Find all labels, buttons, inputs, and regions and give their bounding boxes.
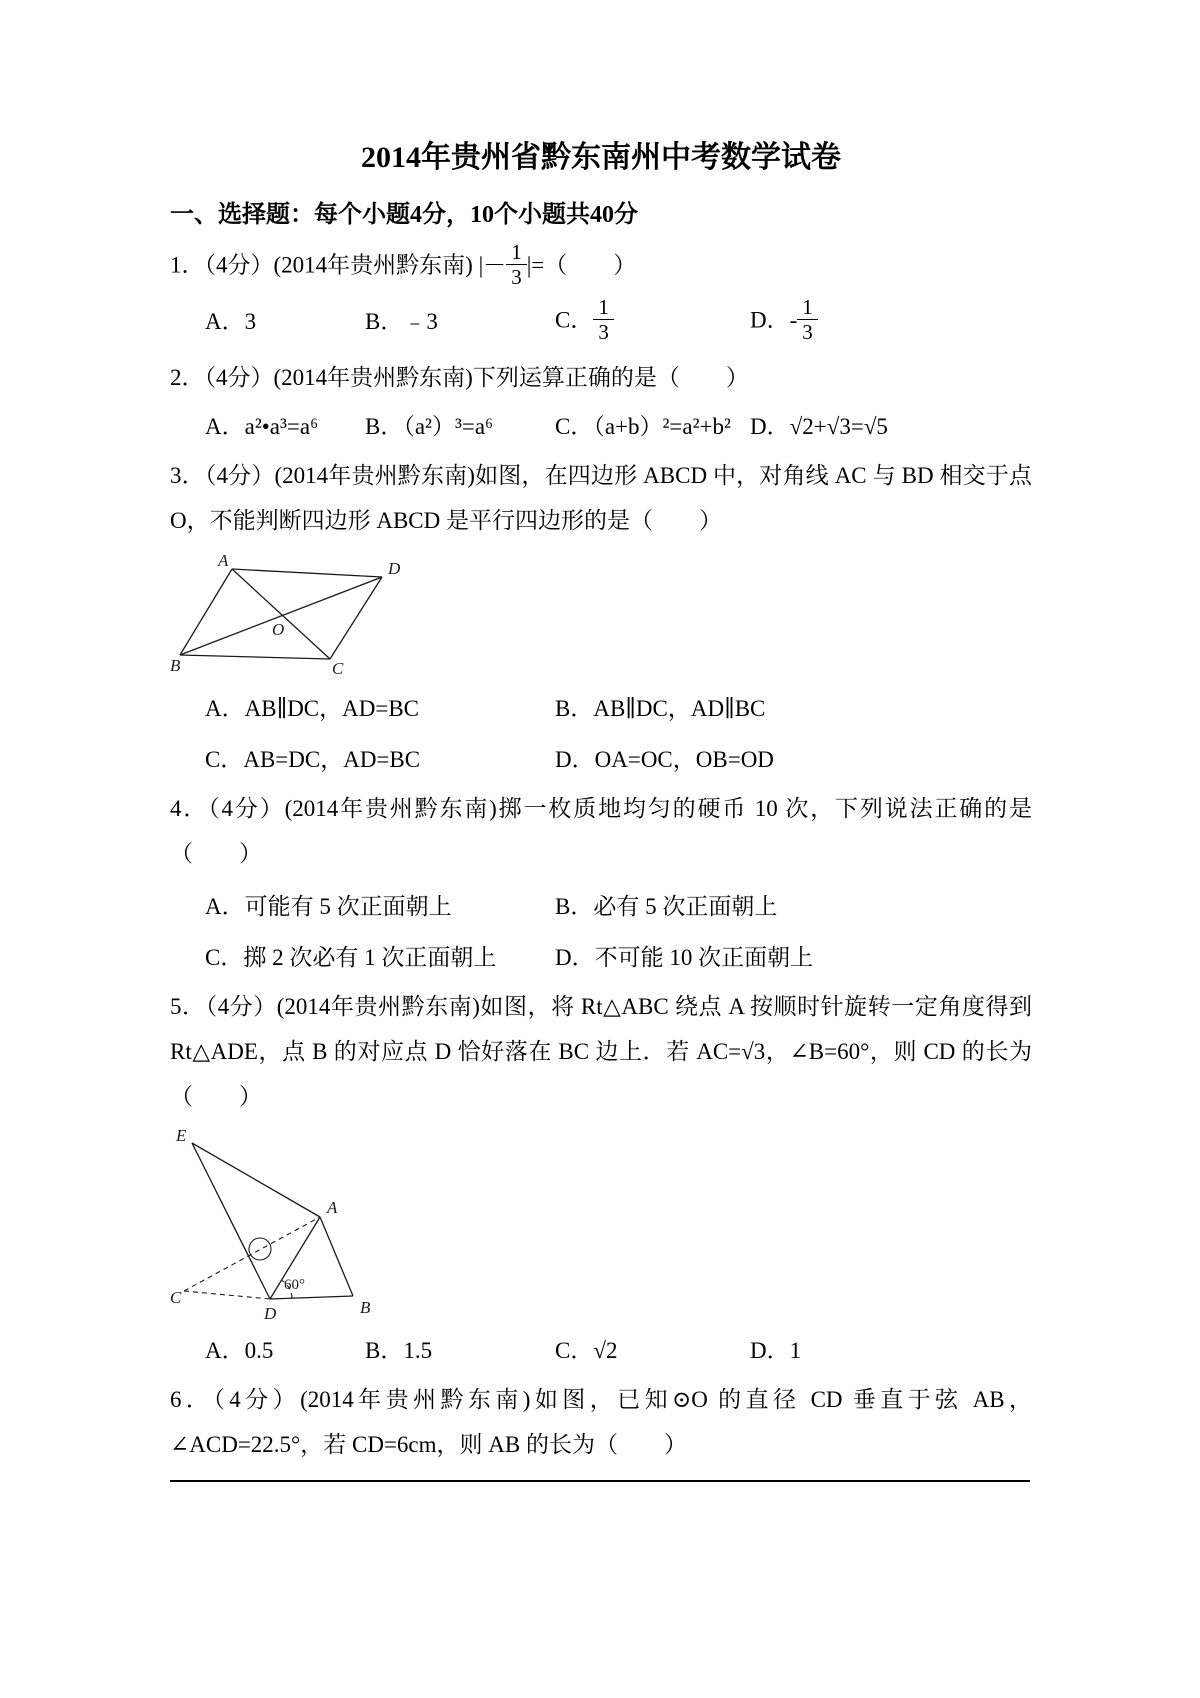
q5-option-b — [365, 1332, 555, 1365]
option-label: D． — [750, 307, 790, 333]
option-text: AB∥DC，AD=BC — [244, 696, 420, 722]
option-text: 必有 5 次正面朝上 — [593, 894, 778, 920]
option-text: （a²）³=a⁶ — [403, 414, 494, 440]
q4-option-a — [205, 888, 555, 921]
option-fraction — [797, 296, 818, 343]
question-3-stem: 3．（4分）(2014年贵州黔东南)如图，在四边形 ABCD 中，对角线 AC 与 BD 相交于点 O，不能判断四边形 ABCD 是平行四边形的是（ ） — [170, 463, 1032, 534]
option-label: C． — [205, 945, 244, 971]
option-text: ﹣3 — [403, 309, 438, 335]
option-text: a²•a³=a⁶ — [244, 414, 319, 440]
q3-option-c — [205, 741, 555, 774]
fraction-numerator: 1 — [593, 296, 614, 320]
q5-option-d — [750, 1332, 1032, 1365]
option-label: A． — [205, 414, 245, 440]
option-text: 掷 2 次必有 1 次正面朝上 — [243, 945, 497, 971]
q2-option-d — [750, 408, 1032, 441]
q3-option-a — [205, 690, 555, 723]
figure-point-label-a: A — [218, 553, 229, 571]
option-text: √2 — [593, 1338, 618, 1364]
question-5-figure — [170, 1129, 1032, 1324]
question-1-stem — [170, 241, 1032, 288]
question-1-options — [170, 296, 1032, 343]
page-title: 2014年贵州省黔东南州中考数学试卷 — [361, 141, 841, 174]
q5-option-a — [205, 1332, 365, 1365]
q1-option-c — [555, 296, 750, 343]
figure-point-label-e: E — [176, 1129, 187, 1146]
option-label: D． — [750, 414, 790, 440]
figure-point-label-c: C — [170, 1288, 182, 1308]
option-label: B． — [365, 414, 404, 440]
rotated-triangle-diagram — [170, 1129, 415, 1324]
q4-option-b — [555, 888, 1032, 921]
footer-rule — [170, 1480, 1030, 1482]
option-label: A． — [205, 696, 245, 722]
fraction-numerator: 1 — [506, 241, 527, 265]
fraction-denominator: 3 — [598, 320, 609, 345]
q3-option-d — [555, 741, 1032, 774]
option-text: 1 — [789, 1338, 802, 1364]
option-text: 不可能 10 次正面朝上 — [594, 945, 814, 971]
q2-option-b — [365, 408, 555, 441]
question-5-stem: 5．（4分）(2014年贵州黔东南)如图，将 Rt△ABC 绕点 A 按顺时针旋转一定角度得到 Rt△ADE，点 B 的对应点 D 恰好落在 BC 边上．若 AC=√3，∠B=60°，则 CD 的长为（ ） — [170, 994, 1032, 1110]
option-label: B． — [555, 696, 594, 722]
figure-point-label-b: B — [360, 1298, 371, 1318]
question-4-stem: 4．（4分）(2014年贵州黔东南)掷一枚质地均匀的硬币 10 次，下列说法正确的是（ ） — [170, 796, 1032, 867]
q1-option-d — [750, 296, 1032, 343]
q1-option-a — [205, 303, 365, 336]
option-label: D． — [555, 945, 595, 971]
option-text: 0.5 — [244, 1338, 274, 1364]
figure-point-label-c: C — [332, 659, 344, 679]
option-label: B． — [365, 1338, 404, 1364]
question-2-stem: 2．（4分）(2014年贵州黔东南)下列运算正确的是（ ） — [170, 365, 749, 391]
q1-stem-fraction — [506, 241, 527, 288]
option-text: 1.5 — [403, 1338, 433, 1364]
figure-point-label-b: B — [170, 656, 181, 676]
q1-stem-pre: 1．（4分）(2014年贵州黔东南) |－ — [170, 252, 507, 278]
option-label: C． — [205, 747, 244, 773]
option-fraction — [593, 296, 614, 343]
minus-sign: - — [789, 307, 798, 333]
fraction-denominator: 3 — [511, 265, 522, 290]
option-label: A． — [205, 309, 245, 335]
fraction-denominator: 3 — [802, 320, 813, 345]
quadrilateral-diagram — [170, 553, 420, 678]
figure-point-label-d: D — [388, 559, 401, 579]
option-label: A． — [205, 1338, 245, 1364]
figure-angle-label: 60° — [284, 1277, 305, 1294]
question-5-options — [170, 1332, 1032, 1365]
figure-point-label-d: D — [264, 1304, 277, 1324]
option-label: C． — [555, 1338, 594, 1364]
option-label: C． — [555, 307, 594, 333]
option-text: 3 — [244, 309, 257, 335]
q4-option-d — [555, 939, 1032, 972]
option-label: D． — [750, 1338, 790, 1364]
option-text: （a+b）²=a²+b² — [593, 414, 731, 440]
q2-option-a — [205, 408, 365, 441]
option-text: AB∥DC，AD∥BC — [593, 696, 766, 722]
figure-point-label-o: O — [272, 620, 285, 640]
q1-stem-post: |=（ ） — [526, 252, 637, 278]
section-header: 一、选择题：每个小题4分，10个小题共40分 — [170, 202, 638, 228]
q5-option-c — [555, 1332, 750, 1365]
option-label: C． — [555, 414, 594, 440]
exam-content — [170, 0, 1032, 1467]
option-text: √2+√3=√5 — [789, 414, 888, 440]
question-3-options — [170, 690, 1032, 774]
q3-option-b — [555, 690, 1032, 723]
q1-option-b — [365, 303, 555, 336]
option-text: AB=DC，AD=BC — [243, 747, 421, 773]
option-text: 可能有 5 次正面朝上 — [244, 894, 452, 920]
question-3-figure — [170, 553, 1032, 678]
figure-point-label-a: A — [327, 1198, 338, 1218]
q4-option-c — [205, 939, 555, 972]
option-label: D． — [555, 747, 595, 773]
option-label: B． — [365, 309, 404, 335]
question-2-options — [170, 408, 1032, 441]
option-label: B． — [555, 894, 594, 920]
q2-option-c — [555, 408, 750, 441]
option-text: OA=OC，OB=OD — [594, 747, 774, 773]
question-4-options — [170, 888, 1032, 972]
question-6-stem: 6．（4分）(2014年贵州黔东南)如图，已知⊙O 的直径 CD 垂直于弦 AB，∠ACD=22.5°，若 CD=6cm，则 AB 的长为（ ） — [170, 1387, 1032, 1458]
option-label: A． — [205, 894, 245, 920]
fraction-numerator: 1 — [797, 296, 818, 320]
